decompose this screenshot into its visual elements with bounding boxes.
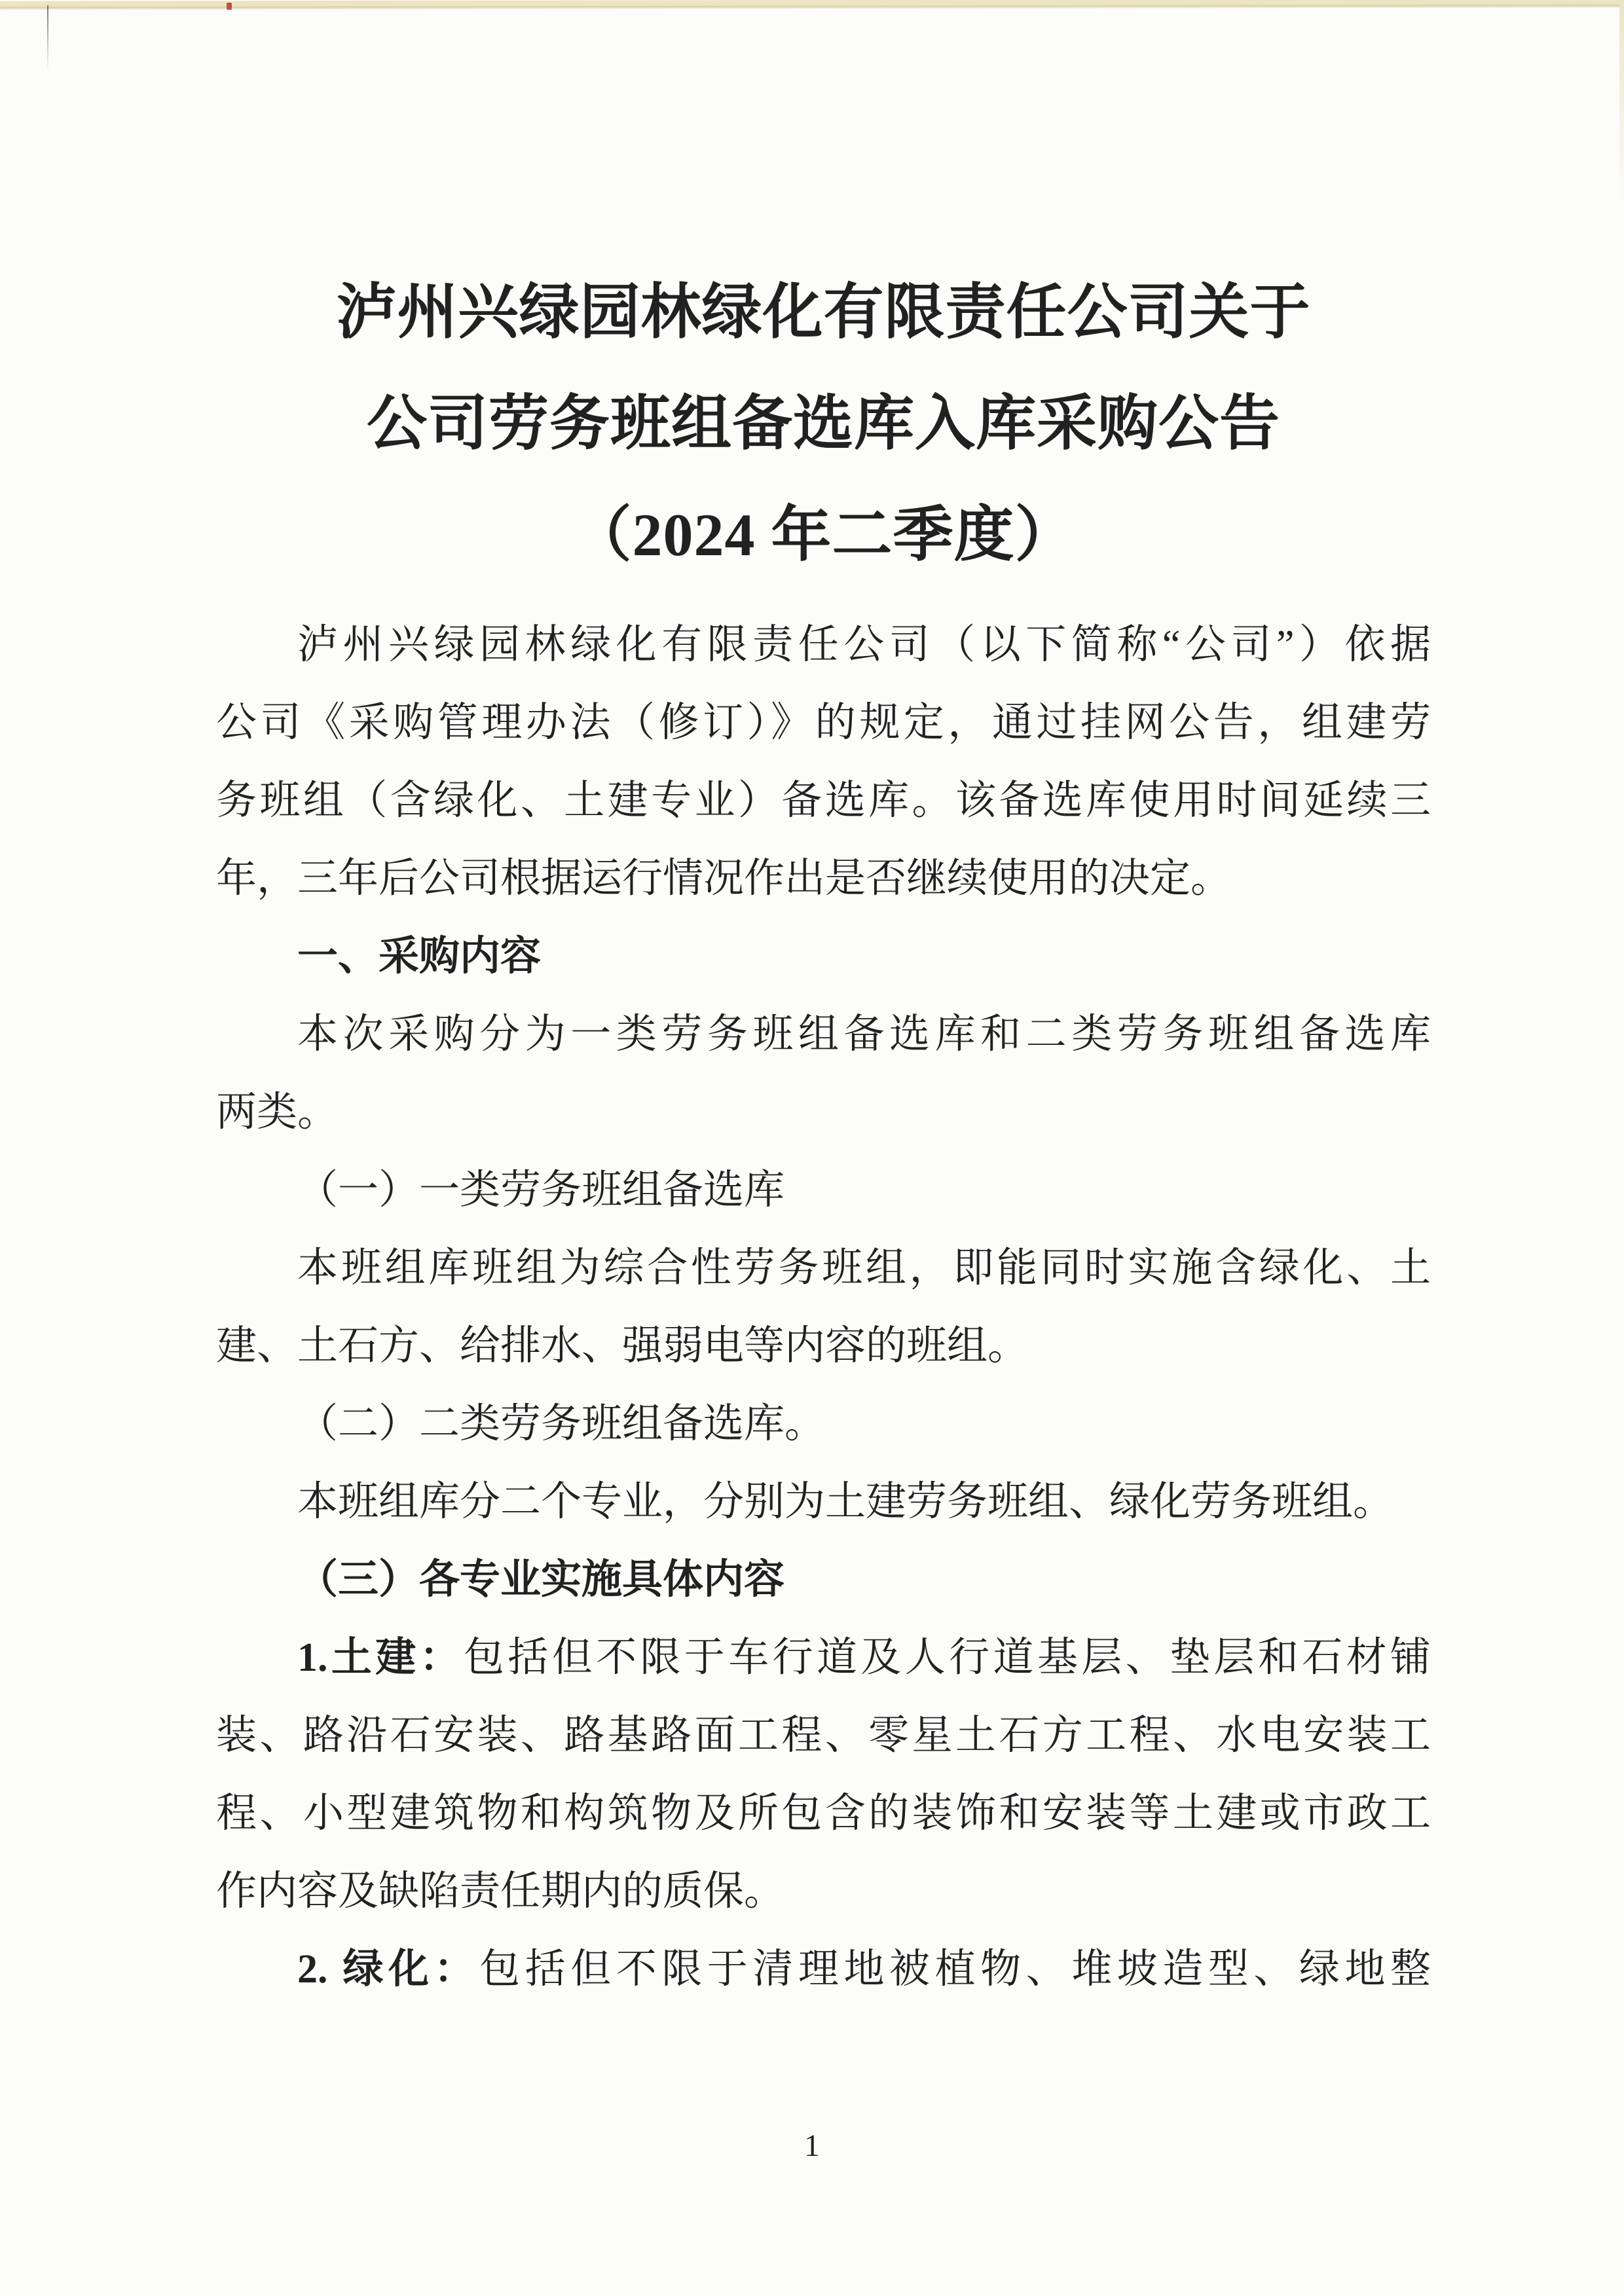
line-text: （一）一类劳务班组备选库 [297, 1168, 785, 1212]
page-number: 1 [804, 2128, 820, 2163]
line-text: （三）各专业实施具体内容 [297, 1558, 785, 1602]
text-line [216, 1697, 1431, 1775]
line-text: 两类。 [216, 1090, 339, 1135]
scan-artifact-hairline [47, 5, 48, 71]
line-text: 一、采购内容 [297, 934, 542, 979]
text-line [216, 1931, 1431, 2009]
text-line [216, 1307, 1431, 1385]
text-line [216, 918, 1431, 996]
text-line [216, 1619, 1431, 1697]
line-text: 作内容及缺陷责任期内的质保。 [216, 1869, 785, 1914]
line-text: 本次采购分为一类劳务班组备选库和二类劳务班组备选库 [297, 1012, 1431, 1057]
line-text: 年，三年后公司根据运行情况作出是否继续使用的决定。 [216, 856, 1232, 901]
line-text: 装、路沿石安装、路基路面工程、零星土石方工程、水电安装工 [216, 1713, 1431, 1758]
text-line [216, 606, 1431, 684]
text-line [216, 1775, 1431, 1853]
line-text: 公司《采购管理办法（修订）》的规定，通过挂网公告，组建劳 [216, 701, 1431, 745]
line-text: 建、土石方、给排水、强弱电等内容的班组。 [216, 1324, 1029, 1368]
line-prefix: 2. 绿化： [297, 1947, 480, 1992]
line-text: 务班组（含绿化、土建专业）备选库。该备选库使用时间延续三 [216, 778, 1431, 823]
text-line [216, 762, 1431, 840]
text-line [216, 1230, 1431, 1307]
line-text: 本班组库分二个专业，分别为土建劳务班组、绿化劳务班组。 [297, 1480, 1394, 1524]
line-text: （二）二类劳务班组备选库。 [297, 1402, 826, 1446]
text-line [216, 1152, 1431, 1230]
text-line [216, 1463, 1431, 1541]
line-text: 泸州兴绿园林绿化有限责任公司（以下简称“公司”）依据 [297, 623, 1431, 667]
line-prefix: 1.土建： [297, 1635, 464, 1680]
line-text: 包括但不限于车行道及人行道基层、垫层和石材铺 [464, 1635, 1431, 1680]
body-text [216, 606, 1431, 2009]
line-text: 包括但不限于清理地被植物、堆坡造型、绿地整 [479, 1947, 1431, 1992]
text-line [216, 1541, 1431, 1619]
text-line [216, 684, 1431, 762]
title-line-3: （2024 年二季度） [571, 501, 1076, 568]
line-text: 程、小型建筑物和构筑物及所包含的装饰和安装等土建或市政工 [216, 1791, 1431, 1836]
text-line [216, 1853, 1431, 1931]
line-text: 本班组库班组为综合性劳务班组，即能同时实施含绿化、土 [297, 1246, 1431, 1290]
text-line [216, 996, 1431, 1074]
title-line-2: 公司劳务班组备选库入库采购公告 [366, 390, 1280, 457]
scan-artifact-top-edge [0, 0, 1624, 10]
text-line [216, 840, 1431, 918]
scan-artifact-right-edge [1619, 0, 1624, 210]
document-title [216, 257, 1431, 591]
title-line-1: 泸州兴绿园林绿化有限责任公司关于 [336, 279, 1311, 346]
text-line [216, 1074, 1431, 1152]
scan-artifact-red-speck [227, 3, 232, 10]
text-line [216, 1385, 1431, 1463]
